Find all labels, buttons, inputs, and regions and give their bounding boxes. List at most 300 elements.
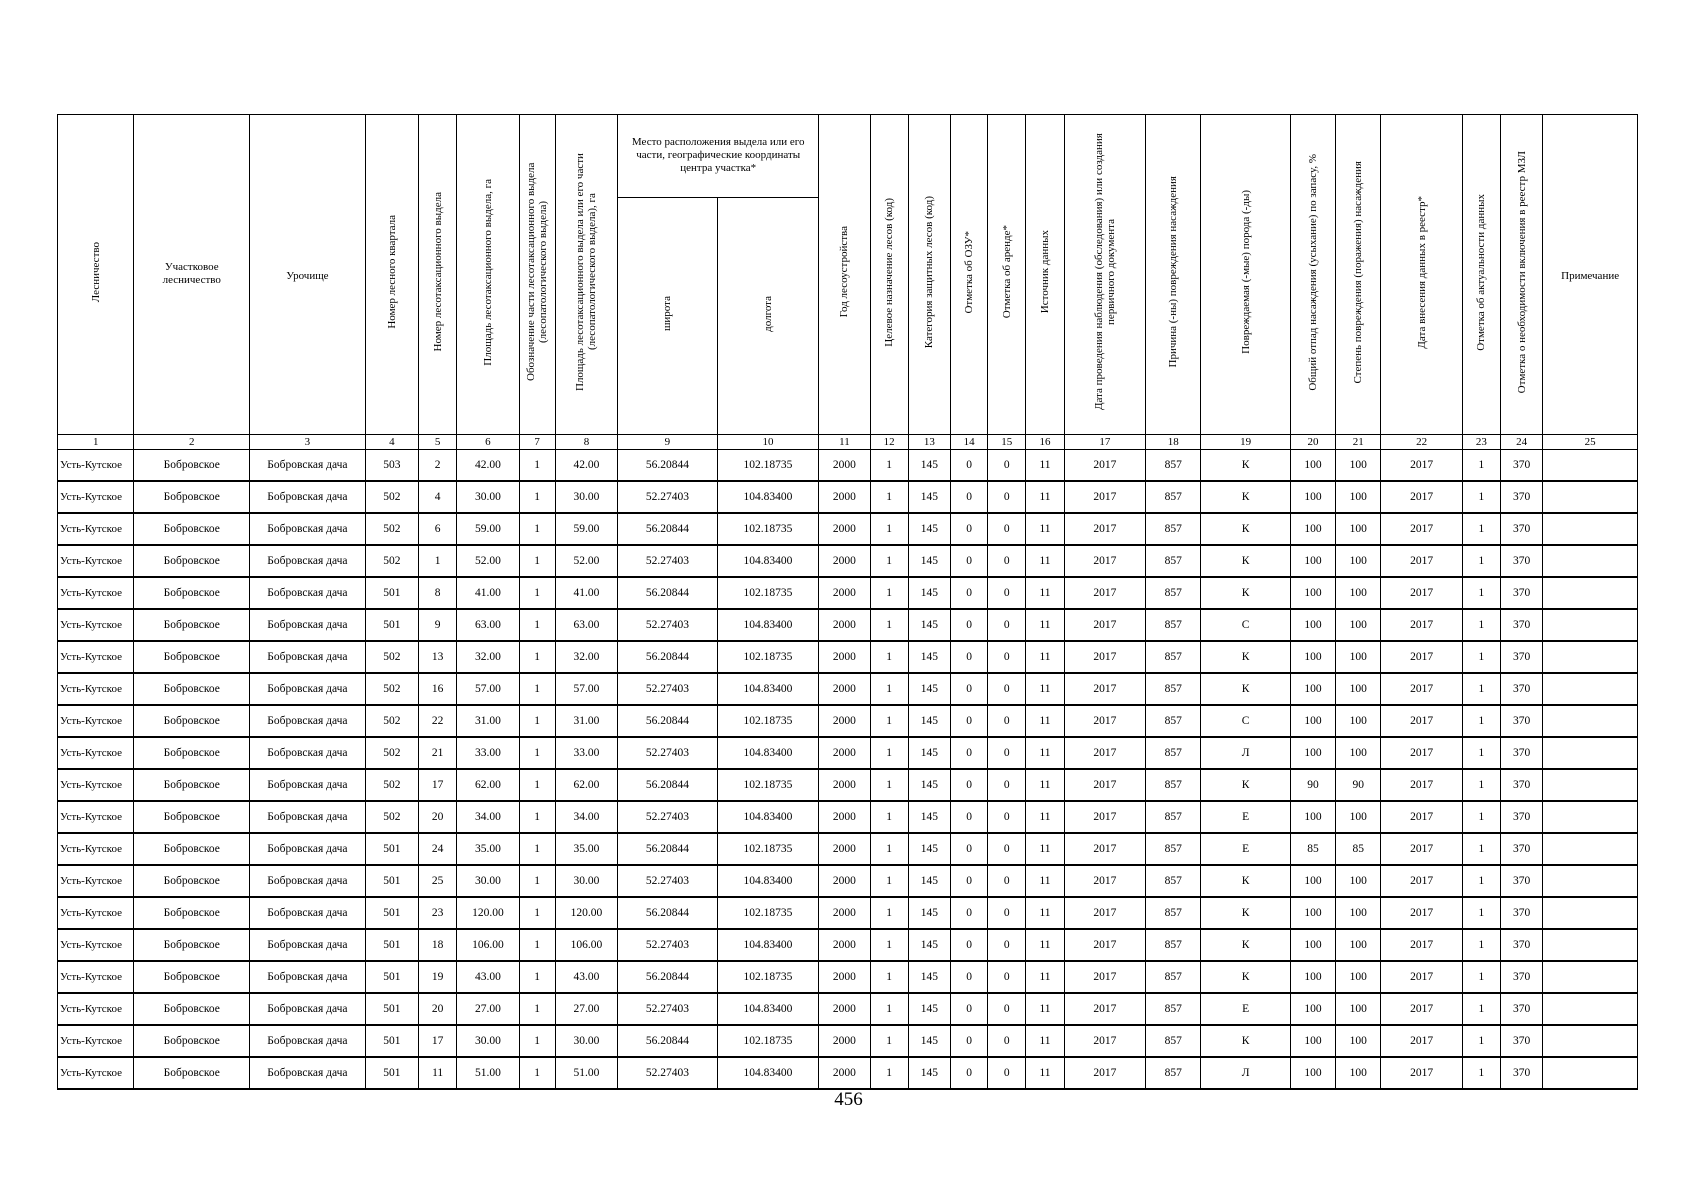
table-cell: 20 [419,801,457,833]
table-cell: 2000 [819,673,870,705]
table-cell: 31.00 [457,705,519,737]
table-row [58,993,1638,1025]
header-protective-category: Категория защитных лесов (код) [908,115,950,435]
table-cell: 503 [365,450,418,482]
table-row [58,961,1638,993]
table-cell: 11 [1026,833,1064,865]
table-cell: 1 [519,641,555,673]
table-cell: 2017 [1381,641,1462,673]
table-cell: 18 [419,929,457,961]
table-cell: 0 [950,705,987,737]
table-cell: Усть-Кутское [58,450,134,482]
table-cell: 1 [1462,961,1500,993]
table-cell: 502 [365,641,418,673]
table-cell: 100 [1336,577,1381,609]
table-cell: 1 [870,641,908,673]
table-cell: Усть-Кутское [58,641,134,673]
table-cell: 0 [988,897,1026,929]
table-cell: 100 [1336,481,1381,513]
table-cell: 11 [1026,609,1064,641]
column-number: 1 [58,435,134,450]
table-cell: Бобровское [134,961,250,993]
table-cell: Усть-Кутское [58,609,134,641]
table-cell: 2017 [1381,801,1462,833]
table-cell [1543,513,1638,545]
table-cell: 35.00 [555,833,617,865]
table-row [58,513,1638,545]
table-cell: 21 [419,737,457,769]
header-damaged-species: Повреждаемая (-мые) порода (-ды) [1201,115,1291,435]
column-number: 4 [365,435,418,450]
table-cell: 52.27403 [618,929,718,961]
table-cell: 100 [1336,609,1381,641]
table-cell: Бобровская дача [250,673,366,705]
table-cell: 2000 [819,993,870,1025]
table-cell: 63.00 [555,609,617,641]
header-mzl-inclusion: Отметка о необходимости включения в реестр МЗЛ [1501,115,1543,435]
column-number: 17 [1064,435,1145,450]
table-cell: 1 [870,1057,908,1089]
table-cell: 0 [988,641,1026,673]
table-cell: 100 [1290,1057,1335,1089]
table-cell: 100 [1290,993,1335,1025]
table-cell: 2017 [1064,833,1145,865]
table-cell: Бобровская дача [250,609,366,641]
table-cell: 100 [1290,450,1335,482]
table-cell: Усть-Кутское [58,1025,134,1057]
table-cell: 857 [1146,513,1201,545]
table-cell: 11 [1026,1057,1064,1089]
table-cell: 0 [950,481,987,513]
table-cell: Бобровская дача [250,577,366,609]
table-cell: С [1201,609,1291,641]
table-cell: 22 [419,705,457,737]
table-cell: 501 [365,577,418,609]
table-cell: 9 [419,609,457,641]
table-cell: 100 [1336,705,1381,737]
table-row [58,641,1638,673]
column-number: 6 [457,435,519,450]
table-cell: К [1201,673,1291,705]
table-cell: 100 [1290,641,1335,673]
table-cell: К [1201,961,1291,993]
header-compartment-area: Площадь лесотаксационного выдела, га [457,115,519,435]
header-inventory-year: Год лесоустройства [819,115,870,435]
table-cell: 11 [1026,641,1064,673]
table-cell: 2000 [819,769,870,801]
table-cell: 104.83400 [717,929,819,961]
table-cell: 2017 [1064,897,1145,929]
table-cell: 62.00 [457,769,519,801]
column-number: 2 [134,435,250,450]
table-cell: Бобровская дача [250,545,366,577]
table-cell: 52.27403 [618,865,718,897]
table-cell: 370 [1501,1025,1543,1057]
table-cell: 2000 [819,1025,870,1057]
table-cell: 2017 [1381,513,1462,545]
table-cell: 1 [519,1025,555,1057]
table-cell: 502 [365,801,418,833]
table-cell: Бобровское [134,641,250,673]
header-latitude: широта [618,198,718,435]
table-cell: 11 [1026,769,1064,801]
table-cell: 102.18735 [717,897,819,929]
table-cell: 0 [950,769,987,801]
table-cell: Бобровская дача [250,737,366,769]
table-row [58,865,1638,897]
table-cell: 1 [870,577,908,609]
table-cell: 370 [1501,450,1543,482]
table-cell: 1 [1462,673,1500,705]
table-row [58,577,1638,609]
table-cell: Е [1201,801,1291,833]
table-cell: 2017 [1381,769,1462,801]
table-cell: 106.00 [457,929,519,961]
table-cell: 100 [1290,545,1335,577]
table-cell: 857 [1146,897,1201,929]
table-cell: 1 [1462,897,1500,929]
table-cell: 8 [419,577,457,609]
table-cell: Усть-Кутское [58,481,134,513]
table-cell: 104.83400 [717,609,819,641]
table-cell: 2017 [1381,481,1462,513]
table-cell: 1 [870,481,908,513]
table-cell: 1 [870,737,908,769]
table-cell: 100 [1336,929,1381,961]
table-cell: 100 [1290,737,1335,769]
table-cell: 120.00 [555,897,617,929]
table-cell: 56.20844 [618,897,718,929]
header-note: Примечание [1543,115,1638,435]
table-cell: 1 [519,1057,555,1089]
table-cell: 57.00 [555,673,617,705]
table-cell: 857 [1146,545,1201,577]
table-cell: Бобровская дача [250,865,366,897]
table-cell: 104.83400 [717,481,819,513]
table-cell: 1 [1462,1025,1500,1057]
column-number: 10 [717,435,819,450]
table-cell: 1 [1462,641,1500,673]
table-cell: 2017 [1064,1057,1145,1089]
column-number: 16 [1026,435,1064,450]
table-cell: 30.00 [457,481,519,513]
column-number: 19 [1201,435,1291,450]
header-longitude: долгота [717,198,819,435]
table-cell: Усть-Кутское [58,961,134,993]
table-cell: 1 [519,993,555,1025]
table-cell [1543,705,1638,737]
table-cell: 27.00 [457,993,519,1025]
table-cell: 32.00 [457,641,519,673]
table-cell: 11 [1026,545,1064,577]
table-cell: Бобровское [134,897,250,929]
table-cell: 1 [870,769,908,801]
table-cell: 56.20844 [618,577,718,609]
table-cell: Л [1201,737,1291,769]
table-cell: 1 [1462,513,1500,545]
table-cell: 1 [870,993,908,1025]
table-row [58,737,1638,769]
table-cell: Усть-Кутское [58,673,134,705]
table-cell: 100 [1290,897,1335,929]
table-cell: 2000 [819,929,870,961]
table-cell: 857 [1146,1057,1201,1089]
table-cell: 1 [519,545,555,577]
table-cell [1543,929,1638,961]
table-cell: 52.27403 [618,993,718,1025]
table-cell: 52.00 [555,545,617,577]
table-cell: 41.00 [555,577,617,609]
table-cell: Бобровская дача [250,705,366,737]
table-cell: 2017 [1381,929,1462,961]
table-cell: 1 [1462,801,1500,833]
table-cell: 145 [908,929,950,961]
header-forestry: Лесничество [58,115,134,435]
table-cell: 501 [365,929,418,961]
table-cell: 2000 [819,865,870,897]
table-cell: 56.20844 [618,833,718,865]
table-cell [1543,833,1638,865]
table-cell: 1 [1462,865,1500,897]
table-cell: Бобровская дача [250,961,366,993]
table-cell: 63.00 [457,609,519,641]
table-cell: 102.18735 [717,705,819,737]
table-cell: К [1201,865,1291,897]
table-cell: 102.18735 [717,833,819,865]
table-cell: 57.00 [457,673,519,705]
table-cell: Бобровское [134,801,250,833]
table-cell: 35.00 [457,833,519,865]
table-cell: 100 [1336,545,1381,577]
table-cell: 0 [988,545,1026,577]
table-cell: 0 [950,993,987,1025]
table-cell: 2017 [1381,993,1462,1025]
table-cell: 2017 [1064,609,1145,641]
table-cell: 102.18735 [717,769,819,801]
header-part-area: Площадь лесотаксационного выдела или его части (лесопатологического выдела), га [555,115,617,435]
column-number-row [58,435,1638,450]
column-number: 22 [1381,435,1462,450]
table-cell: Усть-Кутское [58,1057,134,1089]
table-cell: 857 [1146,1025,1201,1057]
table-row [58,833,1638,865]
table-cell: 100 [1290,481,1335,513]
table-cell: Бобровская дача [250,481,366,513]
table-cell: 0 [988,961,1026,993]
table-cell: К [1201,577,1291,609]
table-cell: 100 [1336,673,1381,705]
table-cell: 0 [988,929,1026,961]
table-cell: 56.20844 [618,641,718,673]
table-cell: 102.18735 [717,1025,819,1057]
table-row [58,481,1638,513]
table-cell [1543,450,1638,482]
table-cell: 41.00 [457,577,519,609]
table-cell: 100 [1336,961,1381,993]
table-cell: 100 [1336,801,1381,833]
table-cell: 0 [988,737,1026,769]
table-cell: 104.83400 [717,1057,819,1089]
table-cell: 100 [1290,929,1335,961]
table-cell: 857 [1146,450,1201,482]
table-cell: 2000 [819,609,870,641]
table-cell: 100 [1290,577,1335,609]
table-cell: 0 [988,513,1026,545]
table-cell: Бобровское [134,929,250,961]
table-cell: 0 [988,450,1026,482]
table-cell: 1 [870,897,908,929]
table-row [58,450,1638,482]
table-cell: 857 [1146,961,1201,993]
table-cell: 0 [988,993,1026,1025]
table-cell: 102.18735 [717,450,819,482]
table-cell: 30.00 [555,1025,617,1057]
table-cell: 104.83400 [717,673,819,705]
table-cell: 0 [988,1057,1026,1089]
table-cell: 1 [870,545,908,577]
table-cell: 0 [988,769,1026,801]
table-cell: 100 [1290,801,1335,833]
table-cell: 59.00 [555,513,617,545]
table-cell: 56.20844 [618,961,718,993]
table-cell: 2 [419,450,457,482]
table-cell: 52.27403 [618,737,718,769]
column-number: 13 [908,435,950,450]
table-cell: 1 [1462,609,1500,641]
table-cell: 0 [988,673,1026,705]
header-lease-mark: Отметка об аренде* [988,115,1026,435]
table-cell: 17 [419,1025,457,1057]
column-number: 3 [250,435,366,450]
header-registry-date: Дата внесения данных в реестр* [1381,115,1462,435]
table-cell: К [1201,641,1291,673]
table-cell: 11 [1026,481,1064,513]
table-cell: 1 [1462,705,1500,737]
header-tract: Урочище [250,115,366,435]
table-cell: 2017 [1381,897,1462,929]
table-cell: 145 [908,897,950,929]
table-cell: 100 [1336,641,1381,673]
table-cell: 11 [1026,1025,1064,1057]
table-cell: 56.20844 [618,450,718,482]
table-cell: 25 [419,865,457,897]
table-cell: 90 [1336,769,1381,801]
table-cell: 85 [1290,833,1335,865]
table-cell: 370 [1501,641,1543,673]
table-cell: 857 [1146,993,1201,1025]
table-cell: 857 [1146,801,1201,833]
table-cell: 0 [950,1057,987,1089]
table-cell: 30.00 [457,865,519,897]
table-cell: 51.00 [457,1057,519,1089]
table-cell: 145 [908,993,950,1025]
table-cell: 1 [519,705,555,737]
table-cell: Бобровская дача [250,769,366,801]
table-cell: 145 [908,833,950,865]
table-cell: 0 [950,673,987,705]
page-number: 456 [834,1089,863,1110]
table-cell: 1 [870,801,908,833]
table-row [58,1057,1638,1089]
table-cell: 2017 [1381,737,1462,769]
table-cell: 52.27403 [618,801,718,833]
table-cell: Бобровское [134,577,250,609]
table-cell: Бобровская дача [250,833,366,865]
table-cell: 370 [1501,737,1543,769]
table-cell: 56.20844 [618,769,718,801]
table-cell: 857 [1146,929,1201,961]
header-relevance-mark: Отметка об актуальности данных [1462,115,1500,435]
table-cell: 0 [988,705,1026,737]
table-cell [1543,801,1638,833]
table-cell: Бобровское [134,993,250,1025]
column-number: 5 [419,435,457,450]
table-cell: 145 [908,1057,950,1089]
header-damage-degree: Степень повреждения (поражения) насаждения [1336,115,1381,435]
table-cell: Усть-Кутское [58,897,134,929]
table-cell: 19 [419,961,457,993]
table-cell: 11 [1026,513,1064,545]
table-cell: 11 [1026,801,1064,833]
table-cell: 52.00 [457,545,519,577]
table-cell: 2017 [1064,513,1145,545]
table-cell: 2017 [1064,993,1145,1025]
table-cell: 2017 [1381,545,1462,577]
table-cell: 62.00 [555,769,617,801]
table-cell: 100 [1290,673,1335,705]
table-cell: 857 [1146,737,1201,769]
table-cell [1543,673,1638,705]
table-cell: 2017 [1381,1057,1462,1089]
table-cell [1543,865,1638,897]
table-cell: К [1201,897,1291,929]
table-cell: 0 [950,641,987,673]
table-cell: 2017 [1064,641,1145,673]
table-cell: 857 [1146,705,1201,737]
table-cell: 502 [365,737,418,769]
table-cell: 11 [1026,577,1064,609]
table-cell: 104.83400 [717,865,819,897]
table-cell: 59.00 [457,513,519,545]
table-cell: Усть-Кутское [58,801,134,833]
table-cell [1543,641,1638,673]
table-cell: 104.83400 [717,801,819,833]
table-cell: К [1201,929,1291,961]
table-cell: 2000 [819,833,870,865]
table-cell: 6 [419,513,457,545]
table-cell: 33.00 [555,737,617,769]
table-cell: 42.00 [555,450,617,482]
table-cell: 1 [870,865,908,897]
table-row [58,929,1638,961]
table-cell: 1 [870,513,908,545]
table-body [58,450,1638,1090]
table-cell: 56.20844 [618,705,718,737]
table-cell: 1 [1462,481,1500,513]
forest-damage-table [57,114,1638,1090]
table-cell: 1 [870,929,908,961]
table-cell: 2017 [1064,577,1145,609]
table-cell: 1 [1462,993,1500,1025]
table-cell: Усть-Кутское [58,993,134,1025]
table-cell: 1 [519,897,555,929]
table-cell: К [1201,481,1291,513]
table-cell [1543,897,1638,929]
table-cell: 11 [1026,705,1064,737]
table-cell: 1 [1462,1057,1500,1089]
table-cell: 370 [1501,545,1543,577]
table-row [58,545,1638,577]
